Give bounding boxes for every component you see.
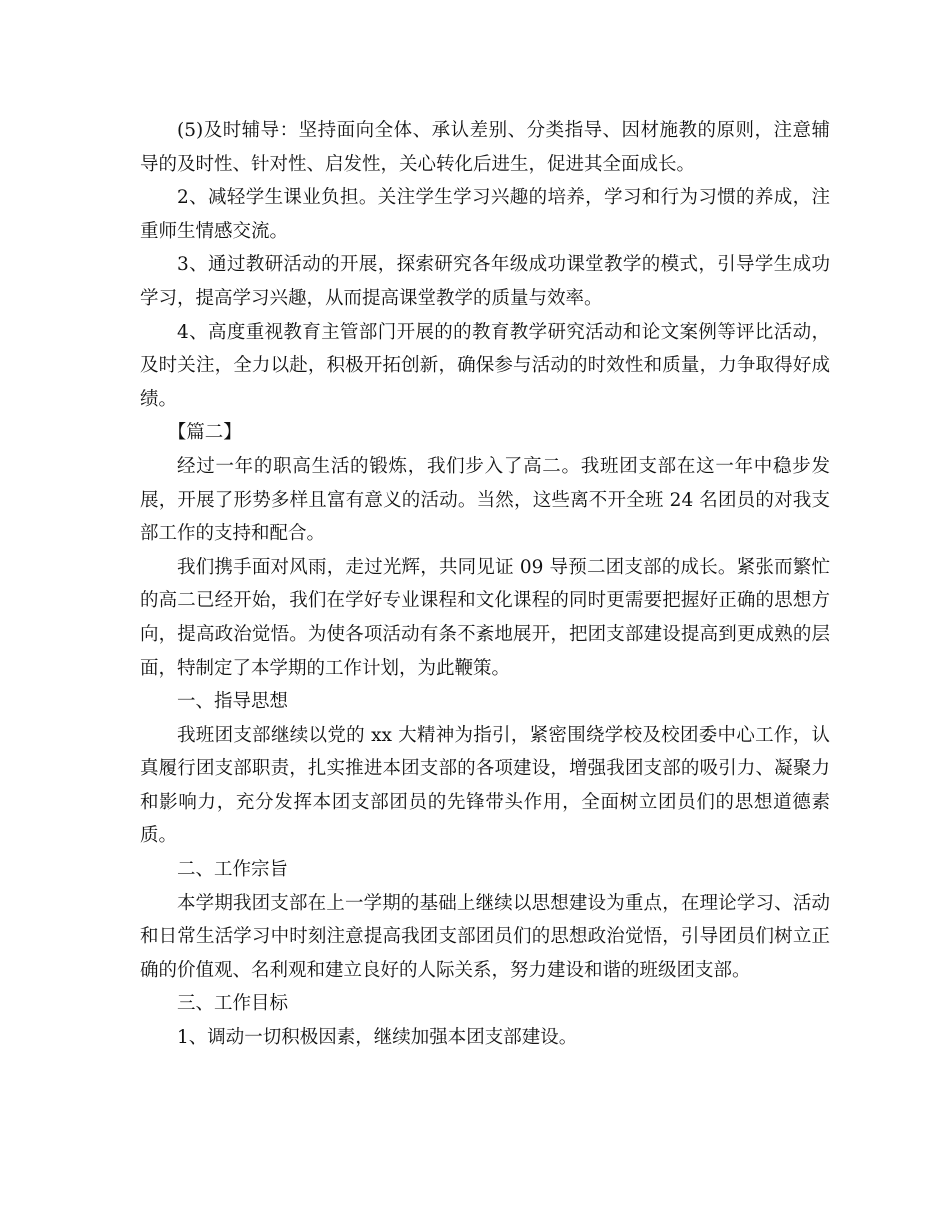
paragraph-work-purpose: 本学期我团支部在上一学期的基础上继续以思想建设为重点，在理论学习、活动和日常生活学习中时刻注意提高我团支部团员们的思想政治觉悟，引导团员们树立正确的价值观、名利观和建立良好的人际关系，努力建设和谐的班级团支部。 [140, 892, 830, 981]
document-body [140, 114, 830, 1055]
heading-guiding-ideology: 一、指导思想 [177, 691, 289, 713]
section-heading-part-two: 【篇二】 [167, 422, 242, 444]
paragraph-reduce-burden: 2、减轻学生课业负担。关注学生学习兴趣的培养，学习和行为习惯的养成，注重师生情感交流。 [140, 187, 830, 242]
heading-work-purpose: 二、工作宗旨 [177, 859, 289, 881]
paragraph-guiding-ideology: 我班团支部继续以党的 xx 大精神为指引，紧密围绕学校及校团委中心工作，认真履行团支部职责，扎实推进本团支部的各项建设，增强我团支部的吸引力、凝聚力和影响力，充分发挥本团支部团员的先锋带头作用，全面树立团员们的思想道德素质。 [140, 724, 830, 847]
paragraph-goal-one: 1、调动一切积极因素，继续加强本团支部建设。 [177, 1027, 578, 1049]
paragraph-plan-purpose: 我们携手面对风雨，走过光辉，共同见证 09 导预二团支部的成长。紧张而繁忙的高二已经开始，我们在学好专业课程和文化课程的同时更需要把握好正确的思想方向，提高政治觉悟。为使各项活动有条不紊地展开，把团支部建设提高到更成熟的层面，特制定了本学期的工作计划，为此鞭策。 [140, 556, 830, 679]
paragraph-competitions: 4、高度重视教育主管部门开展的的教育教学研究活动和论文案例等评比活动，及时关注，全力以赴，积极开拓创新，确保参与活动的时效性和质量，力争取得好成绩。 [140, 321, 830, 410]
paragraph-teaching-research: 3、通过教研活动的开展，探索研究各年级成功课堂教学的模式，引导学生成功学习，提高学习兴趣，从而提高课堂教学的质量与效率。 [140, 254, 830, 309]
paragraph-intro: 经过一年的职高生活的锻炼，我们步入了高二。我班团支部在这一年中稳步发展，开展了形势多样且富有意义的活动。当然，这些离不开全班 24 名团员的对我支部工作的支持和配合。 [140, 455, 830, 545]
heading-work-goals: 三、工作目标 [177, 993, 289, 1015]
paragraph-tutoring: (5)及时辅导：坚持面向全体、承认差别、分类指导、因材施教的原则，注意辅导的及时性、针对性、启发性，关心转化后进生，促进其全面成长。 [140, 120, 830, 175]
